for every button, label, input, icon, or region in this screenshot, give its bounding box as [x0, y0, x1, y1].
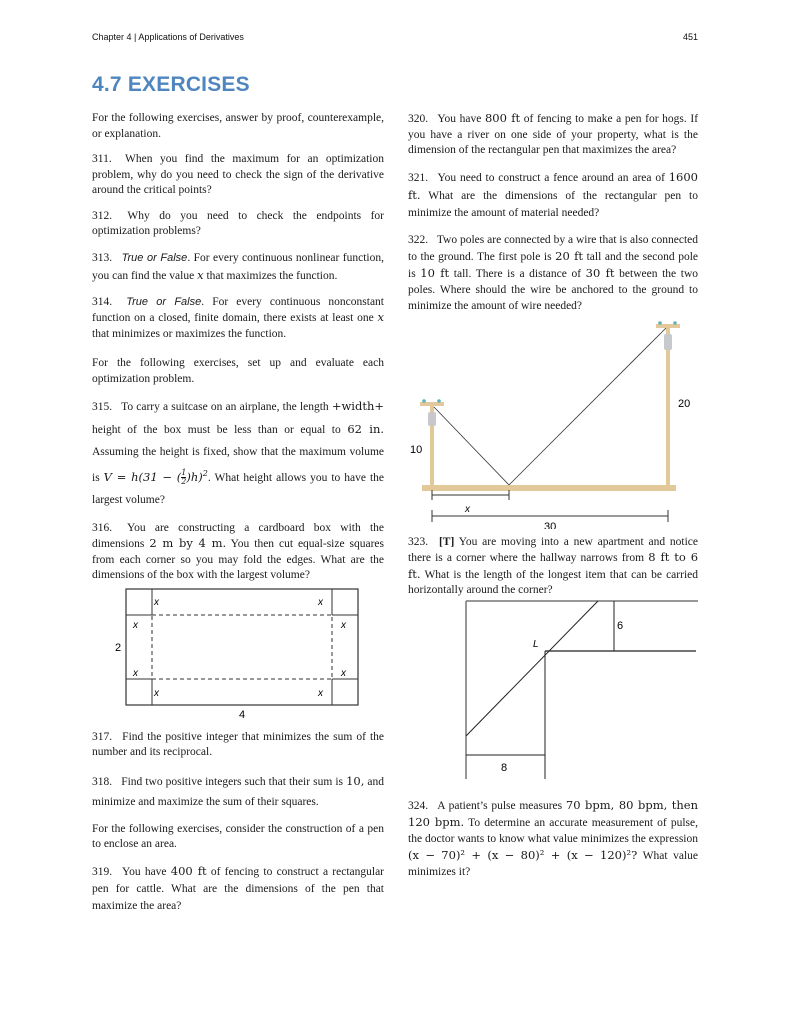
exercise-text: To determine an accurate measurement of pulse, the doctor wants to know what value minimizes the expression — [408, 816, 699, 845]
hallway-corner-figure — [408, 599, 698, 779]
x-label: x — [133, 667, 138, 679]
exercise-text: What are the dimensions of the rectangular pen to minimize the amount of material needed? — [408, 189, 699, 219]
exercise-text: To carry a suitcase on an airplane, the length — [121, 401, 329, 413]
formula-part: V = h(31 − ( — [103, 469, 182, 484]
right-column — [408, 111, 698, 890]
exercise-314 — [92, 295, 384, 343]
exercise-316 — [92, 521, 384, 584]
math-expression: 1600 ft. — [408, 169, 699, 202]
intro-optimization: For the following exercises, set up and evaluate each optimization problem. — [92, 357, 384, 385]
math-expression: 800 ft — [484, 111, 521, 125]
exercise-number: 311. — [92, 153, 112, 165]
intro-proof: For the following exercises, answer by proof, counterexample, or explanation. — [92, 112, 384, 140]
exercise-text: You then cut equal-size squares from each corner so you may fold the edges. What are the dimensions of the box with the largest volume? — [92, 538, 384, 582]
exercise-number: 313. — [92, 251, 113, 264]
exercise-312 — [92, 209, 384, 240]
upper-width-label: 6 — [617, 619, 624, 632]
x-label: x — [154, 687, 159, 699]
exercise-number: 324. — [408, 799, 429, 812]
exercise-318 — [92, 771, 384, 812]
exercise-number: 314. — [92, 295, 113, 308]
exercise-text: of fencing to make a pen for hogs. If you have a river on one side of your property, what is the dimension of the rectangular pen that maximizes the area? — [408, 113, 699, 156]
x-label: x — [318, 687, 323, 699]
true-false-label: True or False — [126, 295, 202, 308]
fraction-numerator: 1 — [181, 468, 187, 478]
x-label: x — [133, 619, 138, 631]
exercise-text: What value minimizes it? — [408, 849, 698, 878]
two-poles-figure — [408, 314, 698, 529]
technology-tag: [T] — [438, 535, 455, 548]
formula-part: )h) — [186, 469, 203, 484]
exercise-317 — [92, 730, 384, 761]
exercise-text: Find two positive integers such that their sum is — [121, 775, 343, 788]
page-number: 451 — [682, 32, 698, 42]
exercise-text: between the two poles. Where should the wire be anchored to the ground to minimize the amount of wire needed? — [408, 267, 699, 312]
exercise-number: 322. — [408, 233, 429, 246]
x-label: x — [341, 667, 346, 679]
length-label: L — [533, 638, 539, 650]
pulse-expression: (x − 70)² + (x − 80)² + (x − 120)²? — [408, 847, 638, 862]
math-variable: x — [197, 267, 204, 282]
exercise-text: . For every continuous nonlinear function, you can find the value — [92, 251, 385, 282]
math-expression: +width+ — [331, 399, 385, 413]
x-label: x — [465, 503, 470, 515]
math-expression: 8 ft to 6 ft. — [408, 550, 699, 581]
exercise-321 — [408, 169, 698, 222]
cardboard-box-figure — [92, 588, 384, 720]
exercise-text: What is the length of the longest item that can be carried horizontally around the corner? — [408, 568, 698, 596]
exercise-number: 320. — [408, 113, 429, 125]
exercise-text: tall. There is a distance of — [453, 267, 582, 280]
exercise-text: You are constructing a cardboard box with the dimensions — [92, 521, 384, 551]
volume-formula — [103, 468, 208, 487]
exercise-text: that maximizes the function. — [206, 269, 338, 282]
exercise-text: You have — [121, 865, 167, 878]
true-false-label: True or False — [121, 251, 188, 264]
distance-label: 30 — [544, 520, 557, 529]
exercise-324 — [408, 797, 698, 880]
transformer-icon — [664, 334, 672, 350]
section-title: 4.7 EXERCISES — [92, 73, 250, 96]
exercise-number: 317. — [92, 730, 113, 743]
exercise-text: When you find the maximum for an optimization problem, why do you need to check the sign of the derivative around the critical points? — [92, 153, 385, 196]
short-pole-height-label: 10 — [410, 443, 423, 456]
transformer-icon — [428, 412, 436, 426]
exercise-text: height of the box must be less than or equal to — [92, 424, 341, 436]
math-expression: 30 ft — [585, 265, 615, 280]
exercise-text: Find the positive integer that minimizes the sum of the number and its reciprocal. — [92, 730, 384, 759]
exercise-text: and minimize and maximize the sum of their squares. — [92, 775, 385, 808]
exercise-number: 323. — [408, 535, 429, 548]
exercise-text: Assuming the height is fixed, show that the maximum volume is — [92, 446, 384, 484]
exercise-323 — [408, 535, 698, 599]
exercise-text: Two poles are connected by a wire that is also connected to the ground. The first pole is — [408, 233, 698, 263]
exercise-320 — [408, 111, 698, 159]
tall-pole-height-label: 20 — [678, 397, 691, 410]
exercise-text: that minimizes or maximizes the function. — [92, 327, 287, 340]
math-expression: 62 in. — [347, 422, 385, 436]
exercise-313 — [92, 250, 384, 285]
side-length-label: 2 — [115, 641, 122, 654]
exercise-text: tall and the second pole is — [408, 250, 698, 280]
x-label: x — [154, 596, 159, 608]
exercise-text: You need to construct a fence around an area of — [437, 171, 665, 184]
x-label: x — [318, 596, 323, 608]
x-label: x — [341, 619, 346, 631]
math-expression: 10, — [346, 773, 365, 788]
exercise-315 — [92, 395, 384, 511]
fraction-denominator: 2 — [181, 477, 187, 487]
intro-pen: For the following exercises, consider the construction of a pen to enclose an area. — [92, 822, 384, 851]
bottom-length-label: 4 — [239, 708, 246, 720]
math-expression: 2 m by 4 m. — [149, 536, 227, 551]
exercise-number: 312. — [92, 209, 113, 222]
exercise-311 — [92, 152, 384, 199]
math-expression: 400 ft — [170, 863, 207, 878]
exercise-number: 321. — [408, 171, 429, 184]
math-expression: 70 bpm, 80 bpm, then 120 bpm. — [408, 797, 699, 829]
formula-exponent: 2 — [202, 469, 208, 478]
lower-width-label: 8 — [501, 761, 508, 774]
exercise-text: You have — [437, 113, 482, 125]
exercise-text: You are moving into a new apartment and notice there is a corner where the hallway narrows from — [408, 535, 698, 564]
exercise-text: A patient’s pulse measures — [437, 799, 563, 812]
exercise-text: . For every continuous nonconstant function on a closed, finite domain, there exists at least one — [92, 295, 385, 324]
exercise-text: Why do you need to check the endpoints for optimization problems? — [92, 209, 385, 237]
exercise-number: 318. — [92, 775, 113, 788]
math-expression: 10 ft — [420, 265, 450, 280]
math-expression: 20 ft — [555, 248, 584, 263]
exercise-text: of fencing to construct a rectangular pen for cattle. What are the dimensions of the pen that maximize the area? — [92, 865, 385, 912]
chapter-title: Chapter 4 | Applications of Derivatives — [92, 32, 244, 42]
exercise-text: . What height allows you to have the largest volume? — [92, 471, 384, 506]
math-variable: x — [377, 310, 384, 324]
left-column — [92, 111, 384, 925]
exercise-number: 315. — [92, 401, 113, 413]
exercise-number: 319. — [92, 865, 113, 878]
exercise-322 — [408, 232, 698, 314]
exercise-number: 316. — [92, 521, 113, 534]
exercise-319 — [92, 863, 384, 915]
